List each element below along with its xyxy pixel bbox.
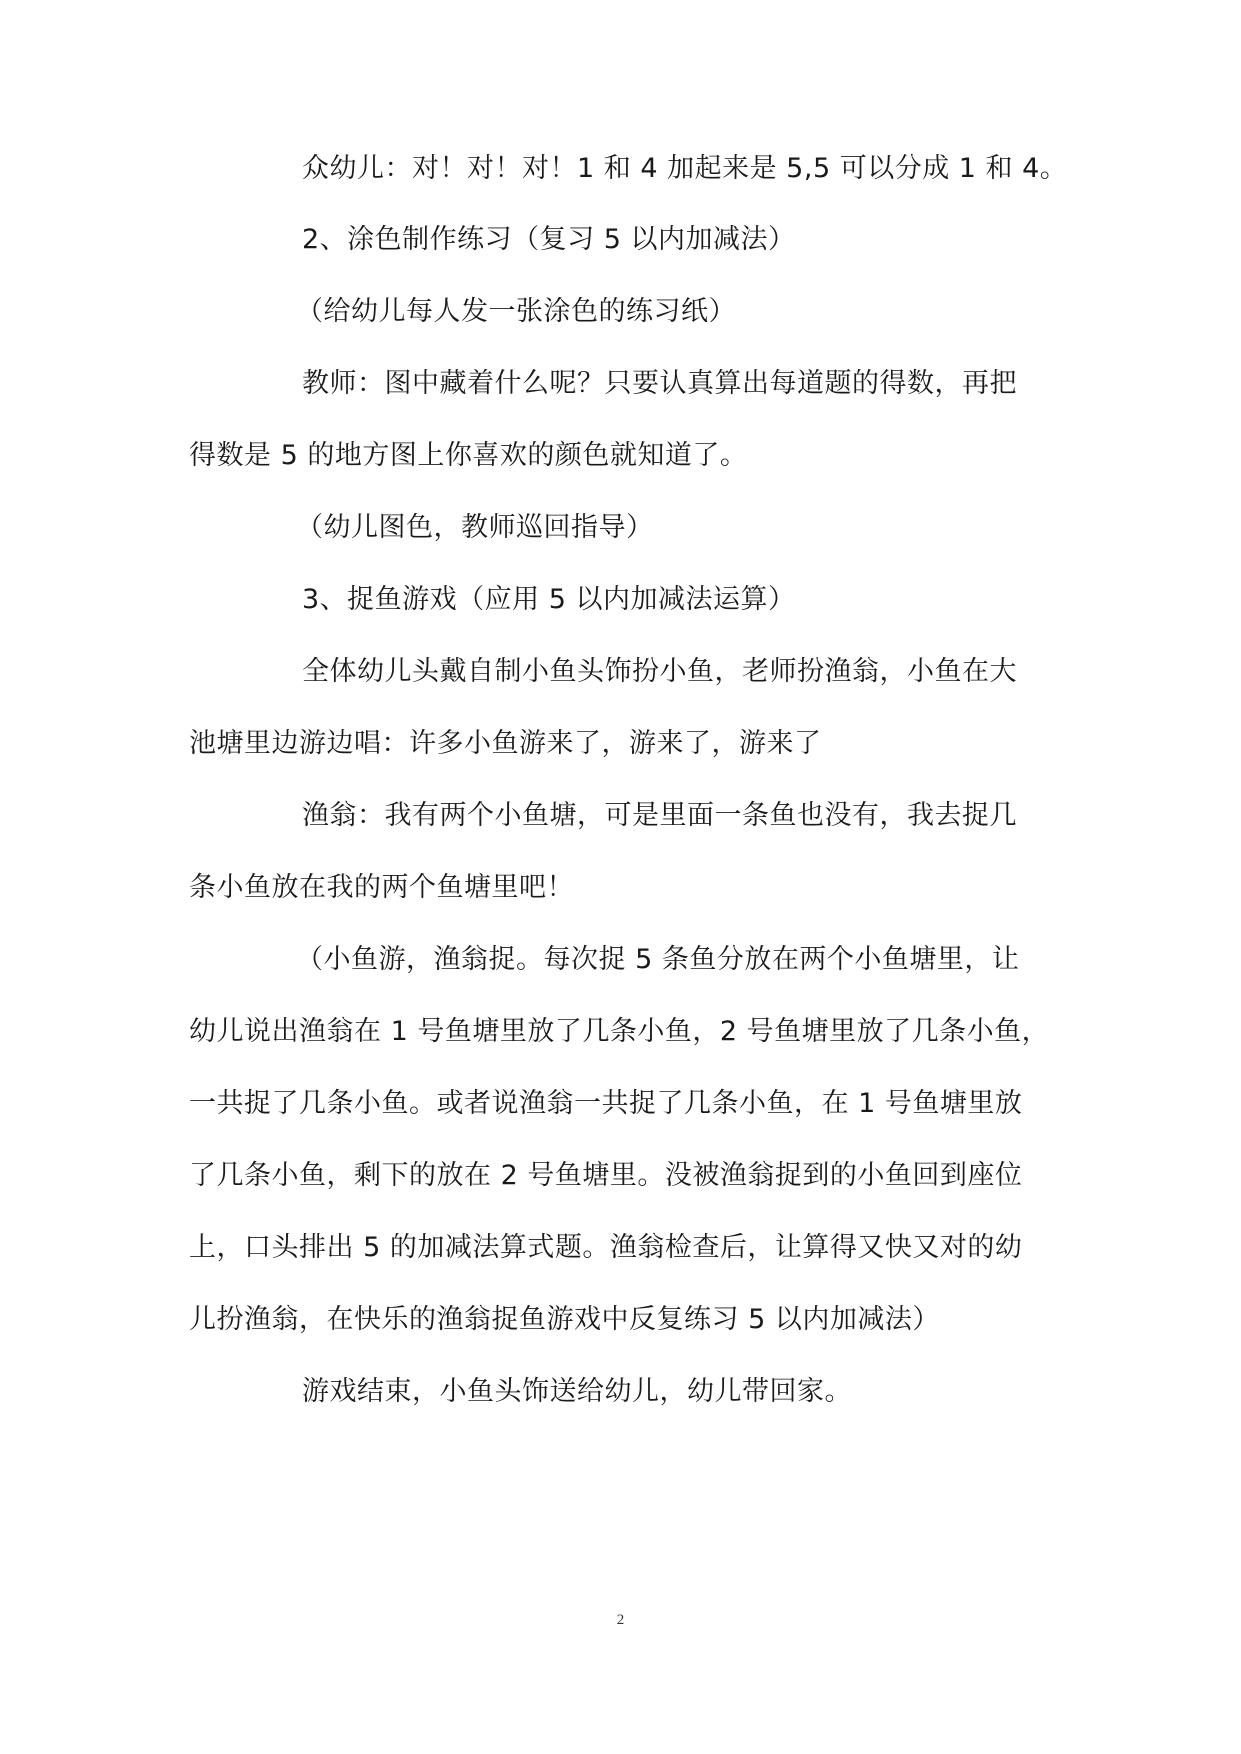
- paragraph-line: 幼儿说出渔翁在 1 号鱼塘里放了几条小鱼，2 号鱼塘里放了几条小鱼，: [189, 1016, 1050, 1047]
- paragraph-line: 众幼儿：对！对！对！1 和 4 加起来是 5,5 可以分成 1 和 4。: [302, 153, 1068, 184]
- paragraph-line: 儿扮渔翁，在快乐的渔翁捉鱼游戏中反复练习 5 以内加减法）: [189, 1304, 940, 1335]
- paragraph-line: 全体幼儿头戴自制小鱼头饰扮小鱼，老师扮渔翁，小鱼在大: [302, 656, 1017, 687]
- section-heading-coloring: 2、涂色制作练习（复习 5 以内加减法）: [302, 224, 796, 255]
- paragraph-line: 游戏结束，小鱼头饰送给幼儿，幼儿带回家。: [302, 1376, 852, 1407]
- section-heading-fishing-game: 3、捉鱼游戏（应用 5 以内加减法运算）: [302, 584, 796, 615]
- paragraph-line: （给幼儿每人发一张涂色的练习纸）: [296, 296, 736, 327]
- paragraph-line: 了几条小鱼，剩下的放在 2 号鱼塘里。没被渔翁捉到的小鱼回到座位: [189, 1160, 1023, 1191]
- paragraph-line: 池塘里边游边唱：许多小鱼游来了，游来了，游来了: [189, 728, 822, 759]
- paragraph-line: （小鱼游，渔翁捉。每次捉 5 条鱼分放在两个小鱼塘里，让: [296, 944, 1020, 975]
- paragraph-line: 条小鱼放在我的两个鱼塘里吧！: [189, 872, 574, 903]
- page-number: 2: [616, 1612, 625, 1628]
- paragraph-line: 渔翁：我有两个小鱼塘，可是里面一条鱼也没有，我去捉几: [302, 800, 1017, 831]
- paragraph-line: 上，口头排出 5 的加减法算式题。渔翁检查后，让算得又快又对的幼: [189, 1232, 1023, 1263]
- paragraph-line: 一共捉了几条小鱼。或者说渔翁一共捉了几条小鱼，在 1 号鱼塘里放: [189, 1088, 1023, 1119]
- paragraph-line: （幼儿图色，教师巡回指导）: [296, 512, 654, 543]
- paragraph-line: 教师：图中藏着什么呢？只要认真算出每道题的得数，再把: [302, 368, 1017, 399]
- paragraph-line: 得数是 5 的地方图上你喜欢的颜色就知道了。: [189, 440, 748, 471]
